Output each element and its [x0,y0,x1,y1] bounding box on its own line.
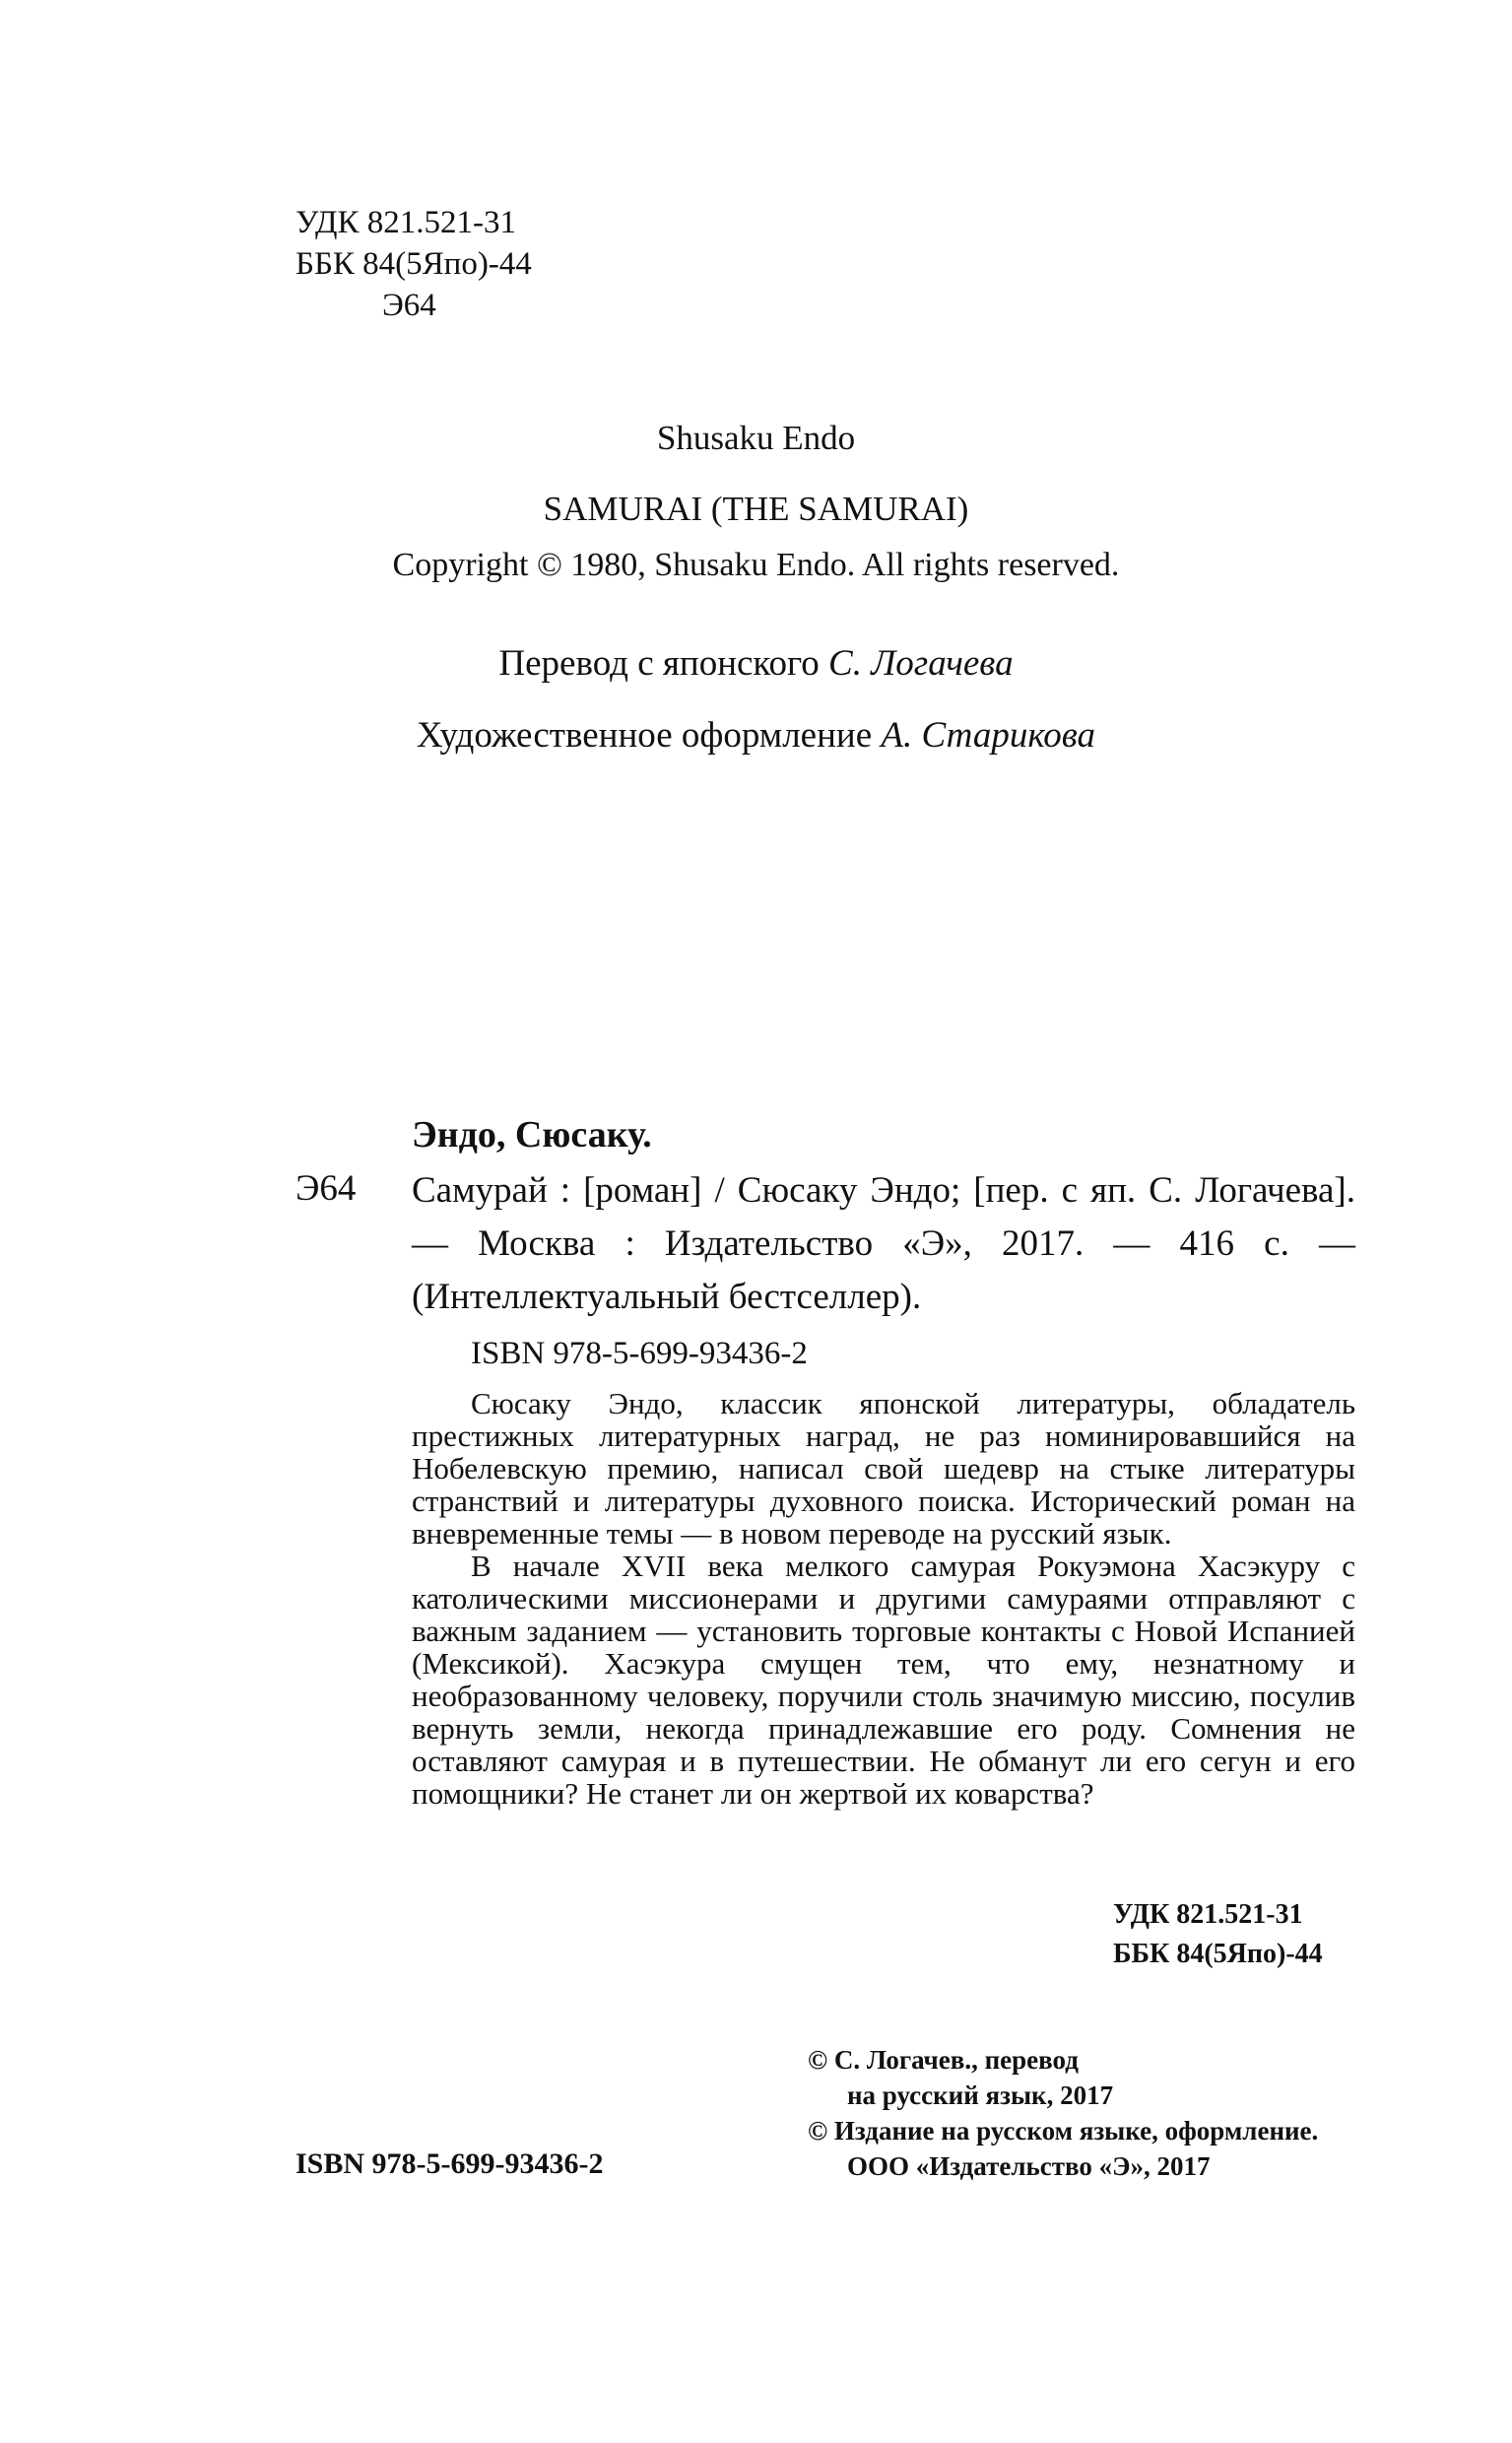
designer-credit [0,714,1512,757]
annotation-paragraph: Сюсаку Эндо, классик японской литературы, обладатель престижных литературных наград, не раз номинировавшийся на Нобелевскую премию, написал свой шедевр на стыке литературы странствий и литературы духовного поиска. Исторический роман на вневременные темы — в новом переводе на русский язык. [412,1386,1355,1551]
designer-name: А. Старикова [881,715,1096,756]
footer-bbk: ББК 84(5Япо)-44 [1113,1939,1323,1969]
original-author: Shusaku Endo [656,419,856,457]
footer-udk: УДК 821.521-31 [1113,1899,1303,1930]
footer-isbn: ISBN 978-5-699-93436-2 [296,2147,604,2180]
footer-codes [1113,1895,1323,1974]
record-mark: Э64 [296,1168,357,1209]
author-mark: Э64 [382,288,436,323]
udk-code: УДК 821.521-31 [296,205,517,240]
original-title: SAMURAI (THE SAMURAI) [543,490,969,528]
copyright-line: ООО «Издательство «Э», 2017 [847,2151,1211,2181]
classification-codes [296,202,532,326]
copyright-line: © С. Логачев., перевод [808,2045,1079,2075]
translation-label: Перевод с японского [498,643,820,684]
record-isbn: ISBN 978-5-699-93436-2 [471,1336,808,1371]
annotation-paragraph: В начале XVII века мелкого самурая Рокуэмона Хасэкуру с католическими миссионерами и другими самураями отправляют с важным заданием — установить торговые контакты с Новой Испанией (Мексикой). Хасэкура смущен тем, что ему, незнатному и необразованному человеку, поручили столь значимую миссию, посулив вернуть земли, некогда принадлежавшие его роду. Сомнения не оставляют самурая и в путешествии. Не обманут ли его сегун и его помощники? Не станет ли он жертвой их коварства? [412,1549,1355,1811]
annotation [412,1387,1355,1810]
translator-name: С. Логачева [828,643,1014,684]
original-copyright: Copyright © 1980, Shusaku Endo. All rights reserved. [392,547,1120,583]
copyright-notices [808,2042,1318,2184]
bbk-code: ББК 84(5Япо)-44 [296,246,532,282]
copyright-line: на русский язык, 2017 [847,2080,1114,2110]
translator-credit [0,642,1512,685]
record-heading: Эндо, Сюсаку. [412,1114,652,1155]
design-label: Художественное оформление [416,715,873,756]
copyright-line: © Издание на русском языке, оформление. [808,2116,1319,2146]
bibliographic-description: Самурай : [роман] / Сюсаку Эндо; [пер. с яп. С. Логачева]. — Москва : Издательство «Э», 2017. — 416 с. — (Интеллектуальный бестселлер). [412,1170,1355,1317]
